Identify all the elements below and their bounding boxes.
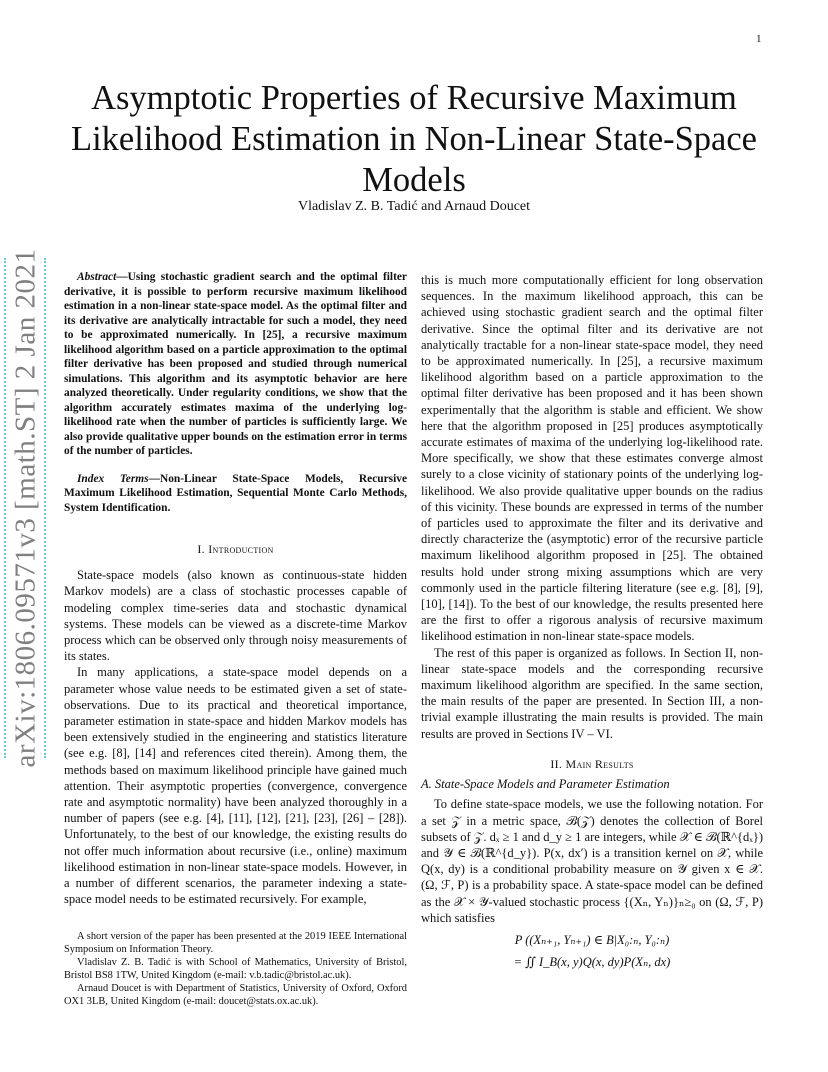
abstract-text: —Using stochastic gradient search and the optimal filter derivative, it is possible to perform recursive maximum likelihood estimation in a non-linear state-space model. As the optimal filter and its derivative are analytically intractable for such a model, they need to be approximated numerically. In [25], a recursive maximum likelihood algorithm based on a particle approximation to the optimal filter derivative has been proposed and studied through numerical simulations. This algorithm and its asymptotic behavior are here analyzed theoretically. Under regularity conditions, we show that the algorithm accurately estimates maxima of the underlying log-likelihood rate when the number of particles is sufficiently large. We also provide qualitative upper bounds on the estimation error in terms of the number of particles. [64, 271, 407, 457]
equation-line-1: P ((Xₙ₊₁, Yₙ₊₁) ∈ B|X₀:ₙ, Y₀:ₙ) [514, 932, 670, 947]
paper-authors: Vladislav Z. B. Tadić and Arnaud Doucet [297, 199, 531, 214]
intro-paragraph-2: In many applications, a state-space model depends on a parameter whose value needs to be estimated given a set of state-observations. Due to its practical and theoretical importance, parameter estimation in state-space and hidden Markov models has been extensively studied in the engineering and statistics literature (see e.g. [8], [14] and references cited therein). Among them, the methods based on maximum likelihood principle have gained much attention. Their asymptotic properties (convergence, convergence rate and asymptotic normality) have been analyzed thoroughly in a number of papers (see e.g. [4], [11], [12], [21], [23], [26] – [28]). Unfortunately, to the best of our knowledge, the existing results do not offer much information about recursive (i.e., online) maximum likelihood estimation in non-linear state-space models. However, in a number of different scenarios, the parameter indexing a state-space model needs to be estimated recursively. For example, [64, 665, 407, 907]
arxiv-sidebar [4, 248, 48, 768]
abstract-label: Abstract [77, 271, 117, 283]
index-terms-text: —Non-Linear State-Space Models, Recursive Maximum Likelihood Estimation, Sequential Monte Carlo Methods, System Identification. [64, 472, 407, 514]
subsection-heading: A. State-Space Models and Parameter Estimation [421, 777, 670, 792]
index-terms-label: Index Terms [77, 472, 149, 485]
footnote-3: Arnaud Doucet is with Department of Statistics, University of Oxford, Oxford OX1 3LB, United Kingdom (e-mail: doucet@stats.ox.ac.uk). [64, 983, 407, 1007]
equation-line-2: = ∬ I_B(x, y)Q(x, dy)P(Xₙ, dx) [513, 955, 671, 970]
footnotes [64, 931, 407, 1010]
section-heading-main-results: II. Main Results [550, 756, 634, 771]
sidebar-dotted-border-right [44, 258, 50, 758]
right-paragraph-2: The rest of this paper is organized as follows. In Section II, non-linear state-space models and the corresponding recursive maximum likelihood algorithm are specified. In the same section, the main results of the paper are presented. In Section III, a non-trivial example illustrating the main results is provided. The main results are proved in Sections IV – VI. [421, 645, 763, 741]
arxiv-identifier: arXiv:1806.09571v3 [math.ST] 2 Jan 2021 [9, 248, 42, 768]
footnote-1: A short version of the paper has been presented at the 2019 IEEE International Symposium on Information Theory. [64, 931, 407, 955]
left-column [64, 270, 407, 907]
footnote-2: Vladislav Z. B. Tadić is with School of Mathematics, University of Bristol, Bristol BS8 1TW, United Kingdom (e-mail: v.b.tadic@bristol.ac.uk). [64, 957, 407, 981]
right-paragraph-3: To define state-space models, we use the following notation. For a set 𝒵 in a metric space, ℬ(𝒵) denotes the collection of Borel subsets of 𝒵. dₓ ≥ 1 and d_y ≥ 1 are integers, while 𝒳 ∈ ℬ(ℝ^{dₓ}) and 𝒴 ∈ ℬ(ℝ^{d_y}). P(x, dx′) is a transition kernel on 𝒳, while Q(x, dy) is a conditional probability measure on 𝒴 given x ∈ 𝒳. (Ω, ℱ, P) is a probability space. A state-space model can be defined as the 𝒳 × 𝒴-valued stochastic process {(Xₙ, Yₙ)}ₙ≥₀ on (Ω, ℱ, P) which satisfies [421, 797, 763, 925]
section-heading-introduction: I. Introduction [197, 542, 274, 556]
intro-paragraph-1: State-space models (also known as continuous-state hidden Markov models) are a class of stochastic processes capable of modeling complex time-series data and stochastic dynamical systems. These models can be viewed as a discrete-time Markov process which can be observed only through noisy measurements of its states. [64, 568, 407, 664]
index-terms [64, 472, 407, 516]
page-number: 1 [756, 33, 762, 45]
abstract [64, 270, 407, 459]
right-column [421, 272, 763, 976]
right-paragraph-1: this is much more computationally efficient for long observation sequences. In the maximum likelihood approach, this can be achieved using stochastic gradient search and the optimal filter derivative. Since the optimal filter and its derivative are not analytically tractable for a non-linear state-space model, they need to be approximated numerically. In [25], a recursive maximum likelihood algorithm based on a particle approximation to the optimal filter derivative has been proposed and it has been shown experimentally that the algorithm is stable and efficient. We show here that the algorithm proposed in [25] produces asymptotically accurate estimates of maxima of the underlying log-likelihood rate. More specifically, we show that these estimates converge almost surely to a close vicinity of stationary points of the underlying log-likelihood. We also provide qualitative upper bounds on the radius of this vicinity. These bounds are expressed in terms of the number of particles used to approximate the filter and its derivative and directly characterize the (asymptotic) error of the recursive particle maximum likelihood algorithm proposed in [25]. The obtained results hold under strong mixing assumptions which are very commonly used in the particle filtering literature (see e.g. [8], [9], [10], [14]). To the best of our knowledge, the results presented here are the first to offer a rigorous analysis of recursive maximum likelihood estimation in non-linear state-space models. [421, 273, 763, 644]
paper-title: Asymptotic Properties of Recursive Maximum Likelihood Estimation in Non-Linear State-Space Models [71, 79, 757, 199]
